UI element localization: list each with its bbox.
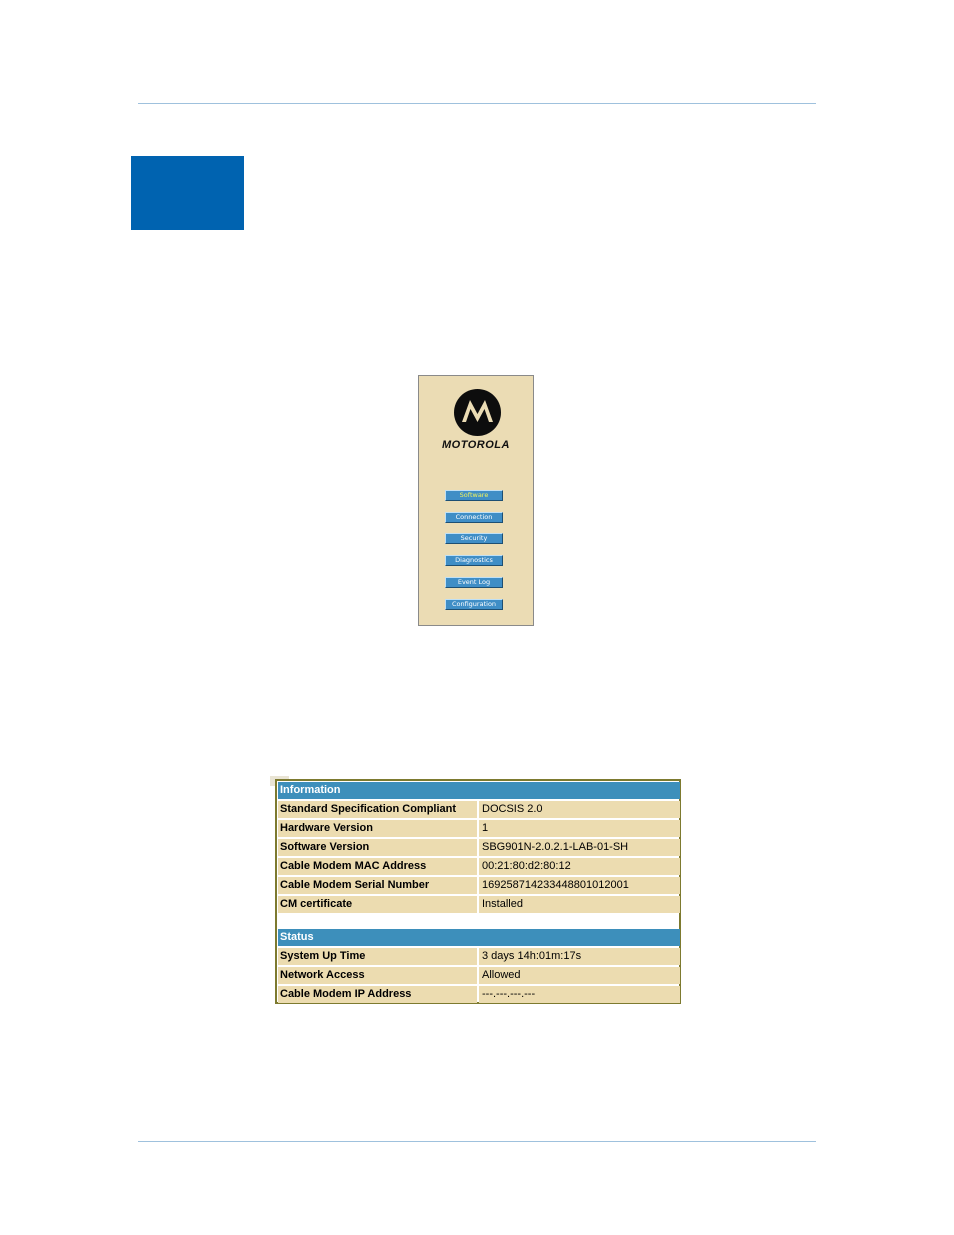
motorola-nav-panel xyxy=(418,375,534,626)
software-info-table xyxy=(275,779,681,1004)
motorola-logo-icon xyxy=(454,389,501,436)
software-button[interactable]: Software xyxy=(445,490,503,501)
table-row xyxy=(278,858,680,875)
information-section-header: Information xyxy=(278,782,680,799)
row-label: Cable Modem MAC Address xyxy=(278,858,477,875)
row-label: Cable Modem IP Address xyxy=(278,986,477,1003)
chapter-marker-block xyxy=(131,156,244,230)
row-label: CM certificate xyxy=(278,896,477,913)
row-label: Standard Specification Compliant xyxy=(278,801,477,818)
table-row xyxy=(278,820,680,837)
row-label: Network Access xyxy=(278,967,477,984)
row-value: Installed xyxy=(479,896,680,913)
row-value: ---.---.---.--- xyxy=(479,986,680,1003)
motorola-wordmark: MOTOROLA xyxy=(442,439,510,451)
row-label: Hardware Version xyxy=(278,820,477,837)
row-value: 3 days 14h:01m:17s xyxy=(479,948,680,965)
table-row xyxy=(278,948,680,965)
footer-rule xyxy=(138,1141,816,1142)
table-row xyxy=(278,839,680,856)
row-label: System Up Time xyxy=(278,948,477,965)
table-row xyxy=(278,877,680,894)
diagnostics-button[interactable]: Diagnostics xyxy=(445,555,503,566)
row-value: DOCSIS 2.0 xyxy=(479,801,680,818)
row-label: Software Version xyxy=(278,839,477,856)
row-value: Allowed xyxy=(479,967,680,984)
table-row xyxy=(278,896,680,913)
connection-button[interactable]: Connection xyxy=(445,512,503,523)
status-section-header: Status xyxy=(278,929,680,946)
row-value: SBG901N-2.0.2.1-LAB-01-SH xyxy=(479,839,680,856)
event-log-button[interactable]: Event Log xyxy=(445,577,503,588)
row-value: 169258714233448801012001 xyxy=(479,877,680,894)
table-row xyxy=(278,986,680,1003)
table-row xyxy=(278,801,680,818)
row-label: Cable Modem Serial Number xyxy=(278,877,477,894)
header-rule xyxy=(138,103,816,104)
row-value: 00:21:80:d2:80:12 xyxy=(479,858,680,875)
security-button[interactable]: Security xyxy=(445,533,503,544)
table-row xyxy=(278,967,680,984)
row-value: 1 xyxy=(479,820,680,837)
configuration-button[interactable]: Configuration xyxy=(445,599,503,610)
